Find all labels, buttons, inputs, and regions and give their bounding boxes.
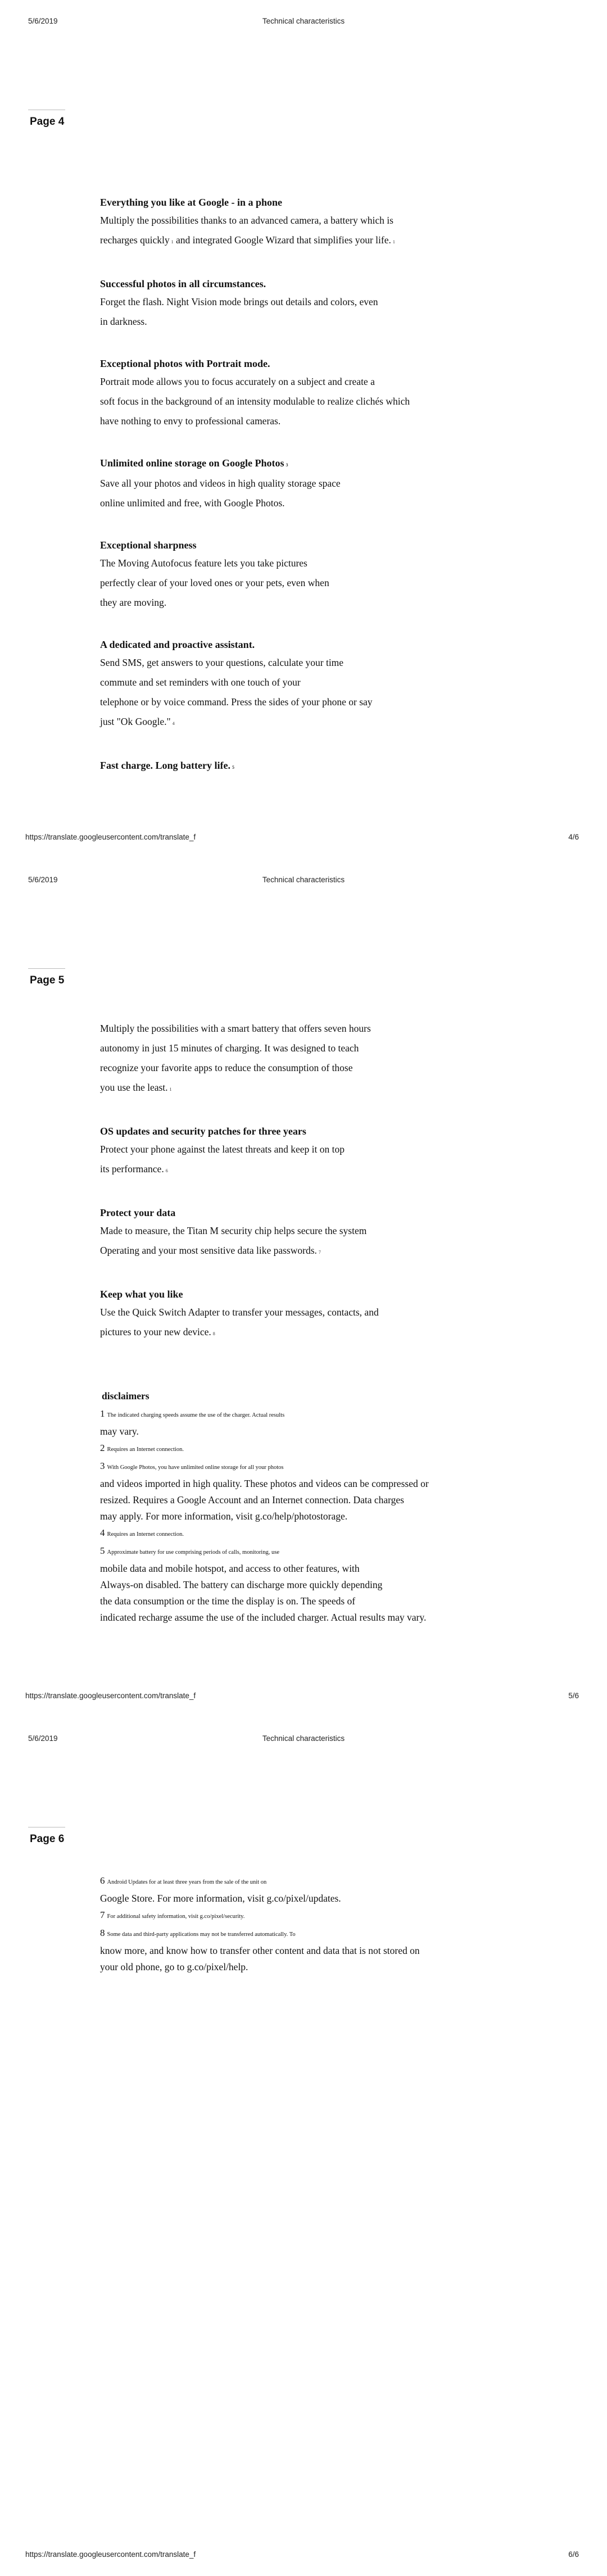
section-text: just "Ok Google." 4 <box>100 716 175 727</box>
header-title: Technical characteristics <box>262 17 345 25</box>
footnote-ref[interactable]: 5 <box>232 765 234 770</box>
header-title: Technical characteristics <box>262 1734 345 1743</box>
disclaimer-text: your old phone, go to g.co/pixel/help. <box>100 1961 248 1972</box>
section-heading: Keep what you like <box>100 1289 183 1300</box>
section-heading: Exceptional photos with Portrait mode. <box>100 358 270 369</box>
section <box>100 275 505 332</box>
page-footer <box>25 833 579 844</box>
footnote-ref[interactable]: 1 <box>392 239 395 244</box>
page-number: 6/6 <box>568 2550 579 2559</box>
section-text: they are moving. <box>100 597 167 608</box>
page-footer <box>25 2550 579 2561</box>
page-number: 4/6 <box>568 833 579 841</box>
section-text: have nothing to envy to professional cameras. <box>100 415 281 427</box>
page-label <box>28 1827 65 1845</box>
footer-url[interactable]: https://translate.googleusercontent.com/translate_f <box>25 1691 196 1700</box>
section-heading: Protect your data <box>100 1207 176 1218</box>
section-text: Operating and your most sensitive data like passwords. 7 <box>100 1245 321 1256</box>
section-text: Forget the flash. Night Vision mode brings out details and colors, even <box>100 296 378 307</box>
section-text: The Moving Autofocus feature lets you take pictures <box>100 557 307 569</box>
page-label-text: Page 5 <box>30 974 65 986</box>
page-header <box>28 17 579 28</box>
section <box>100 1123 505 1181</box>
page-content <box>100 1019 505 1626</box>
disclaimer-text: Google Store. For more information, visit g.co/pixel/updates. <box>100 1893 341 1904</box>
section <box>100 194 505 252</box>
footnote-ref[interactable]: 3 <box>286 462 288 468</box>
disclaimer-text: Always-on disabled. The battery can discharge more quickly depending <box>100 1579 383 1590</box>
disclaimers-heading: disclaimers <box>102 1390 150 1402</box>
section-text: Send SMS, get answers to your questions, calculate your time <box>100 657 344 668</box>
page-4 <box>0 0 607 859</box>
disclaimer-item: 8 Some data and third-party applications may not be transferred automatically. To <box>100 1928 296 1938</box>
disclaimer-item: 7 For additional safety information, visit g.co/pixel/security. <box>100 1910 245 1920</box>
section-heading: Everything you like at Google - in a phone <box>100 197 283 208</box>
section-text: soft focus in the background of an intensity modulable to realize clichés which <box>100 396 410 407</box>
section-text: recognize your favorite apps to reduce the consumption of those <box>100 1062 353 1073</box>
disclaimer-text: indicated recharge assume the use of the included charger. Actual results may vary. <box>100 1612 427 1623</box>
header-date: 5/6/2019 <box>28 17 58 25</box>
disclaimer-text: resized. Requires a Google Account and an Internet connection. Data charges <box>100 1494 404 1505</box>
section <box>100 455 505 513</box>
footer-url[interactable]: https://translate.googleusercontent.com/translate_f <box>25 2550 196 2559</box>
section <box>100 1286 505 1344</box>
disclaimer-text: mobile data and mobile hotspot, and access to other features, with <box>100 1563 360 1574</box>
section-text: Multiply the possibilities thanks to an advanced camera, a battery which is <box>100 215 393 226</box>
footnote-ref[interactable]: 7 <box>318 1250 321 1255</box>
disclaimer-text: may vary. <box>100 1426 139 1437</box>
footnote-ref[interactable]: 6 <box>165 1168 168 1173</box>
page-5 <box>0 859 607 1717</box>
section <box>100 537 505 613</box>
section-text: recharges quickly 1 and integrated Google Wizard that simplifies your life. 1 <box>100 234 395 246</box>
section <box>100 1204 505 1262</box>
header-date: 5/6/2019 <box>28 876 58 884</box>
section <box>100 757 505 776</box>
section-heading: Successful photos in all circumstances. <box>100 278 266 289</box>
section-heading: Unlimited online storage on Google Photos 3 <box>100 457 288 469</box>
page-label-text: Page 4 <box>30 116 65 128</box>
section-text: you use the least. 1 <box>100 1082 172 1093</box>
page-label-text: Page 6 <box>30 1833 65 1845</box>
page-label <box>28 110 65 128</box>
footer-url[interactable]: https://translate.googleusercontent.com/translate_f <box>25 833 196 841</box>
section-text: Portrait mode allows you to focus accurately on a subject and create a <box>100 376 375 387</box>
disclaimer-item: 5 Approximate battery for use comprising periods of calls, monitoring, use <box>100 1545 279 1556</box>
header-date: 5/6/2019 <box>28 1734 58 1743</box>
section-text: Save all your photos and videos in high quality storage space <box>100 478 341 489</box>
footnote-ref[interactable]: 8 <box>212 1331 215 1336</box>
footnote-ref[interactable]: 1 <box>169 1087 172 1092</box>
disclaimer-item: 6 Android Updates for at least three years from the sale of the unit on <box>100 1875 267 1886</box>
page-content <box>100 194 505 776</box>
section-text: perfectly clear of your loved ones or your pets, even when <box>100 577 329 588</box>
section-text: telephone or by voice command. Press the sides of your phone or say <box>100 696 373 708</box>
disclaimer-item: 2 Requires an Internet connection. <box>100 1443 184 1453</box>
footnote-ref[interactable]: 4 <box>172 721 175 726</box>
section-text: online unlimited and free, with Google Photos. <box>100 497 285 509</box>
page-number: 5/6 <box>568 1691 579 1700</box>
page-footer <box>25 1691 579 1703</box>
page-header <box>28 1734 579 1745</box>
section-text: Use the Quick Switch Adapter to transfer your messages, contacts, and <box>100 1307 379 1318</box>
page-content <box>100 1872 505 1975</box>
disclaimer-text: may apply. For more information, visit g.co/help/photostorage. <box>100 1511 348 1522</box>
page-header <box>28 876 579 887</box>
section-text: pictures to your new device. 8 <box>100 1326 215 1337</box>
section-text: commute and set reminders with one touch of your <box>100 677 301 688</box>
disclaimer-item: 1 The indicated charging speeds assume the use of the charger. Actual results <box>100 1408 285 1419</box>
disclaimer-text: and videos imported in high quality. These photos and videos can be compressed or <box>100 1478 429 1489</box>
header-title: Technical characteristics <box>262 876 345 884</box>
page-label <box>28 968 65 987</box>
section-text: Multiply the possibilities with a smart battery that offers seven hours <box>100 1023 371 1034</box>
section-text: Made to measure, the Titan M security chip helps secure the system <box>100 1225 367 1236</box>
section-text: in darkness. <box>100 316 147 327</box>
disclaimer-text: the data consumption or the time the display is on. The speeds of <box>100 1595 356 1607</box>
divider <box>28 968 65 969</box>
section-heading: OS updates and security patches for three years <box>100 1126 306 1137</box>
section-heading: Fast charge. Long battery life. 5 <box>100 760 234 771</box>
section-text: autonomy in just 15 minutes of charging. It was designed to teach <box>100 1042 359 1054</box>
disclaimer-text: know more, and know how to transfer other content and data that is not stored on <box>100 1945 420 1956</box>
section-text: its performance. 6 <box>100 1163 168 1174</box>
section-heading: Exceptional sharpness <box>100 539 197 551</box>
disclaimer-item: 3 With Google Photos, you have unlimited online storage for all your photos <box>100 1461 284 1471</box>
section <box>100 355 505 431</box>
section-text: Protect your phone against the latest threats and keep it on top <box>100 1144 345 1155</box>
page-6 <box>0 1717 607 2576</box>
section <box>100 1019 505 1099</box>
section-heading: A dedicated and proactive assistant. <box>100 639 255 650</box>
disclaimer-item: 4 Requires an Internet connection. <box>100 1527 184 1538</box>
footnote-ref[interactable]: 1 <box>171 239 174 244</box>
section <box>100 636 505 733</box>
